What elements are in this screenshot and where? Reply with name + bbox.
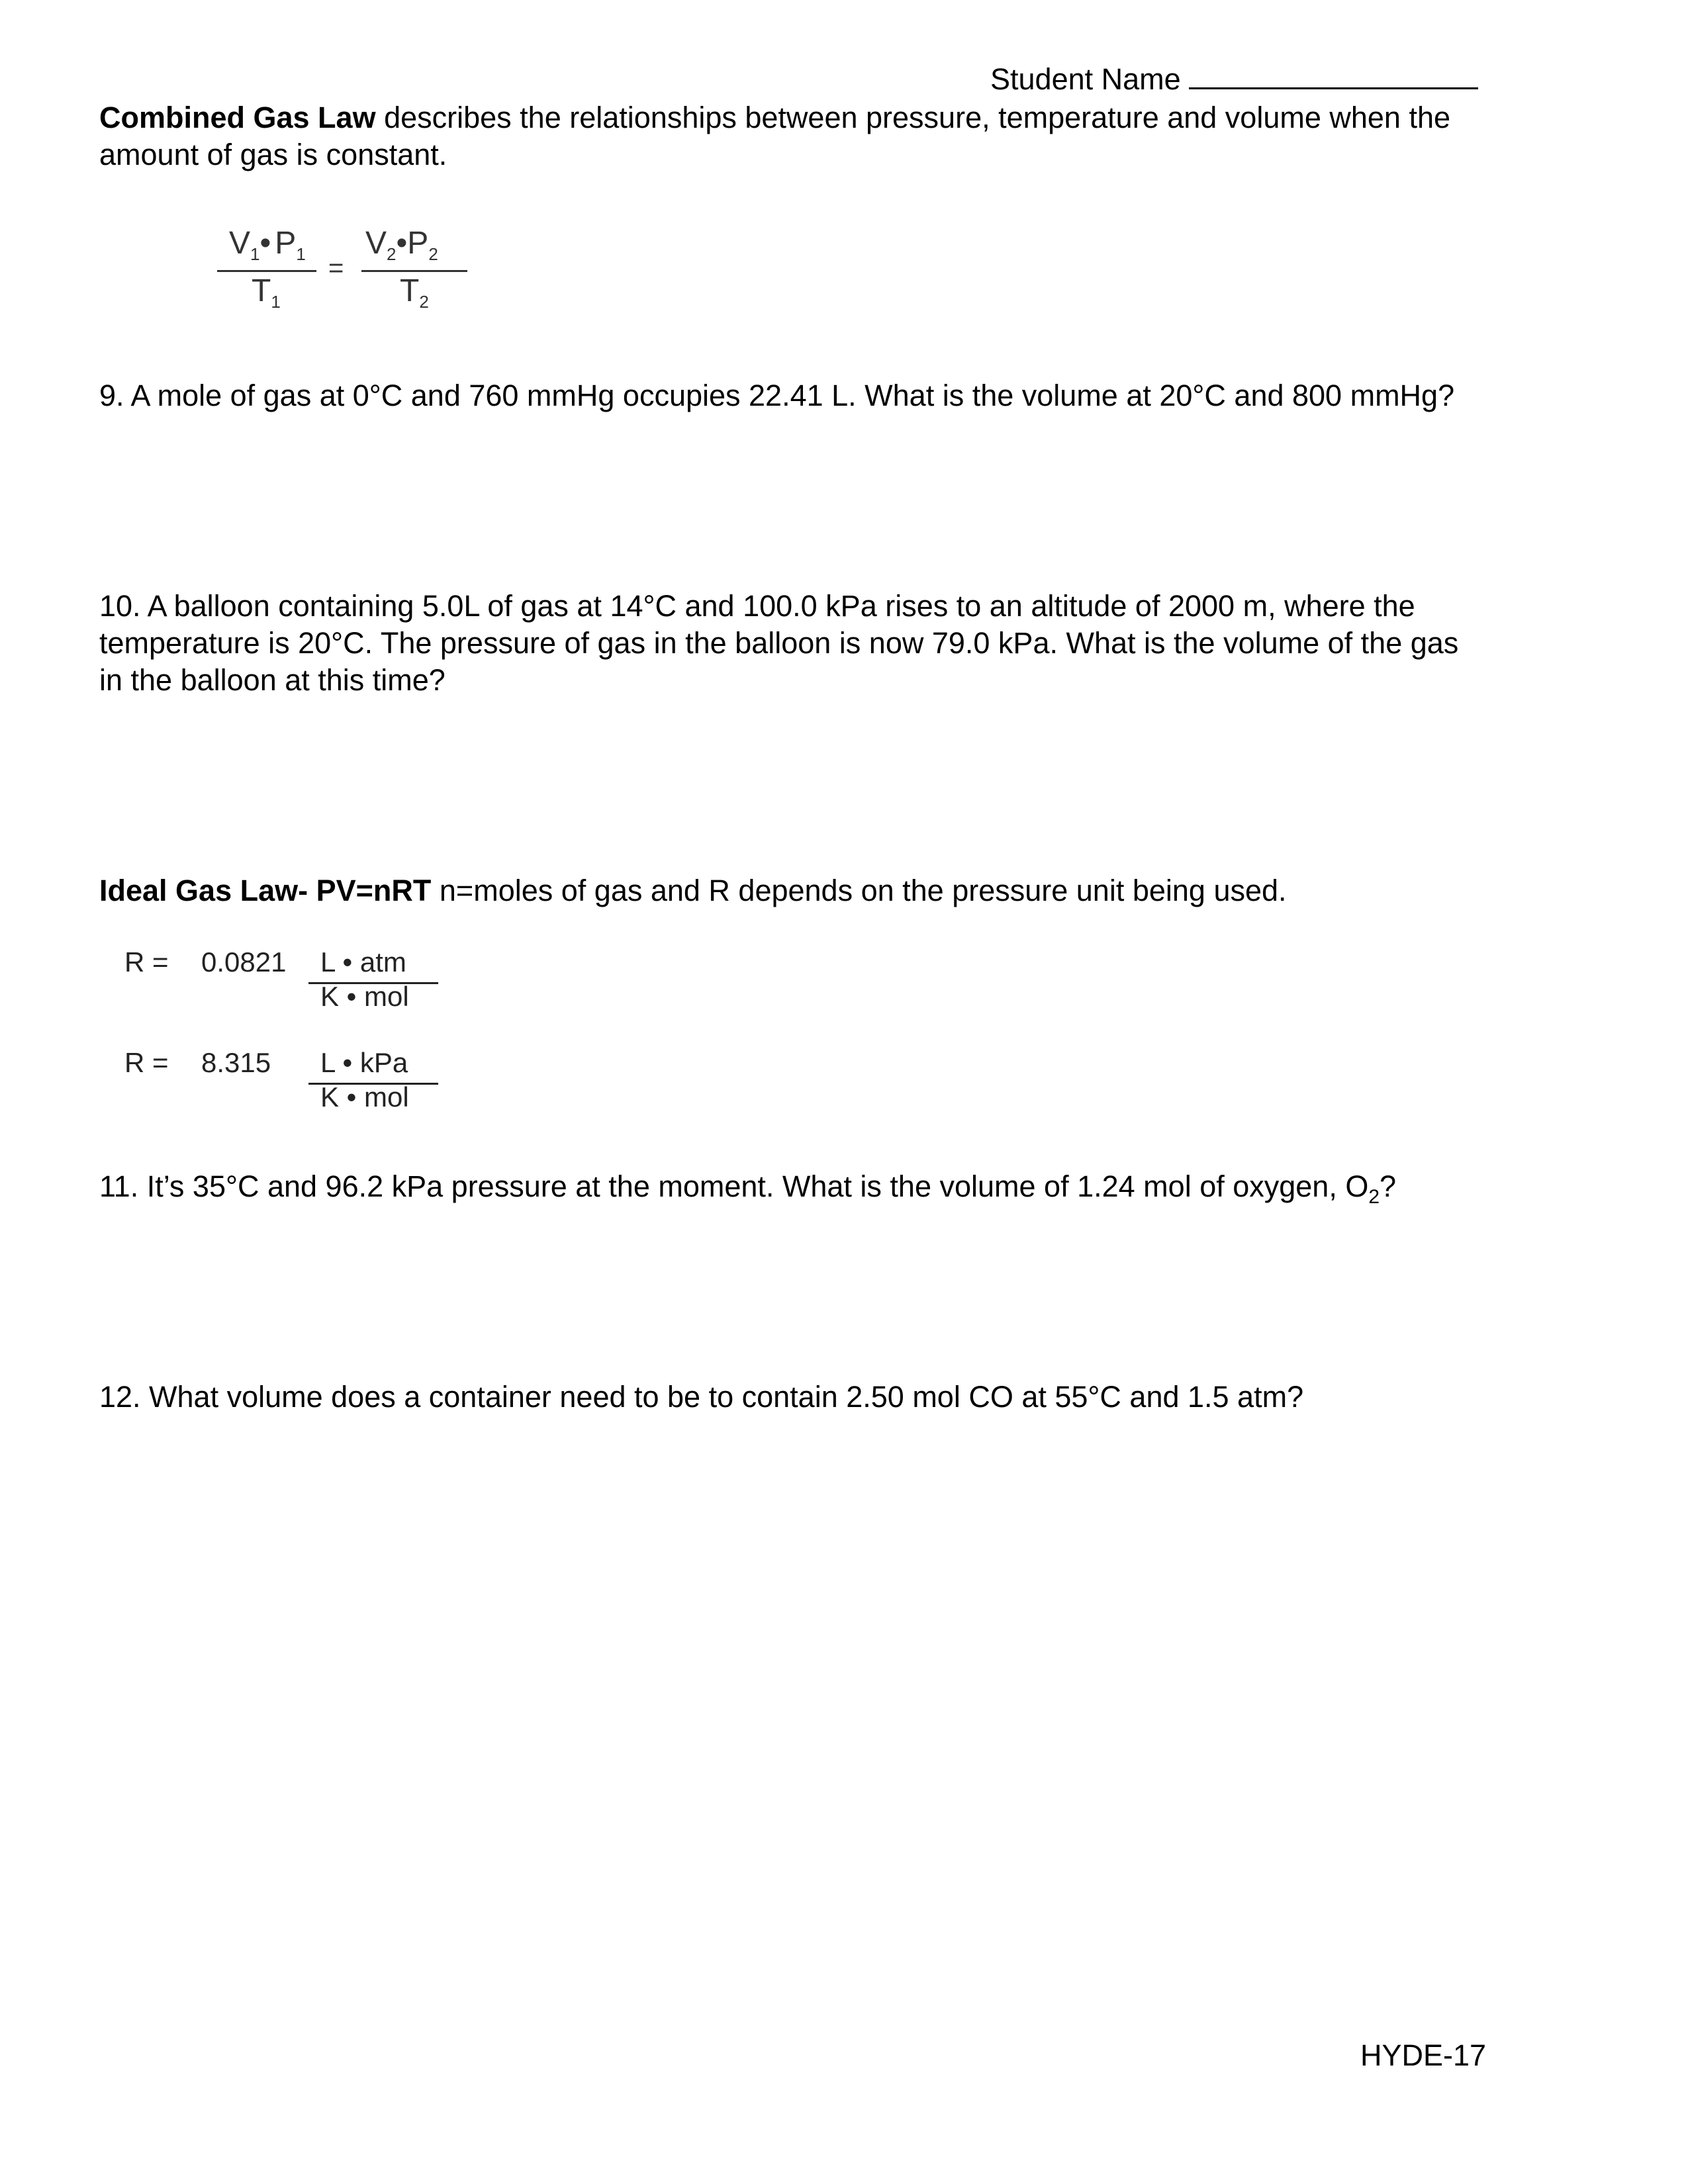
question-12: 12. What volume does a container need to be to contain 2.50 mol CO at 55°C and 1.5 atm? (99, 1380, 1304, 1414)
r-label: R = (124, 1047, 169, 1078)
r-value: 8.315 (201, 1047, 271, 1078)
lhs-numerator: $V_1•$ $P_1$ (229, 226, 306, 264)
ideal-gas-law-description: n=moles of gas and R depends on the pressure unit being used. (431, 874, 1287, 907)
rhs-numerator: $V_2•P_2$ (365, 226, 438, 264)
r-unit-numerator: L • kPa (320, 1047, 408, 1078)
r-label: R = (124, 946, 169, 978)
equals-sign: = (328, 253, 344, 283)
page-code: HYDE-17 (1360, 2038, 1487, 2072)
combined-gas-law-intro (99, 99, 1489, 173)
question-10: 10. A balloon containing 5.0L of gas at 14°C and 100.0 kPa rises to an altitude of 2000 m, where the temperature is 20°C. The pressure of gas in the balloon is now 79.0 kPa. What is the volume of the gas in the balloon at this time? (99, 589, 1459, 697)
lhs-denominator: $T_1$ (252, 273, 281, 312)
question-11 (99, 1168, 1396, 1216)
r-unit-denominator: K • mol (320, 981, 409, 1012)
combined-gas-law-formula (212, 225, 477, 324)
rhs-denominator: $T_2$ (400, 273, 429, 312)
rhs-fraction-line (361, 270, 467, 272)
question-9: 9. A mole of gas at 0°C and 760 mmHg occupies 22.41 L. What is the volume at 20°C and 800 mmHg? (99, 379, 1455, 412)
student-name-field[interactable] (990, 58, 1478, 98)
question-11-end: ? (1380, 1169, 1397, 1203)
r-value: 0.0821 (201, 946, 287, 978)
r-unit-denominator: K • mol (320, 1081, 409, 1113)
combined-gas-law-title: Combined Gas Law (99, 101, 376, 134)
question-11-subscript: 2 (1368, 1186, 1380, 1208)
ideal-gas-law-intro (99, 872, 1287, 909)
combined-gas-law-description: describes the relationships between pressure, temperature and volume when the amount of gas is constant. (99, 101, 1451, 171)
student-name-label: Student Name (990, 62, 1181, 96)
student-name-line[interactable] (1189, 58, 1478, 89)
ideal-gas-law-title: Ideal Gas Law- PV=nRT (99, 874, 432, 907)
r-unit-numerator: L • atm (320, 946, 406, 978)
question-11-text: 11. It’s 35°C and 96.2 kPa pressure at the moment. What is the volume of 1.24 mol of oxygen, O (99, 1169, 1369, 1203)
lhs-fraction-line (217, 270, 316, 272)
